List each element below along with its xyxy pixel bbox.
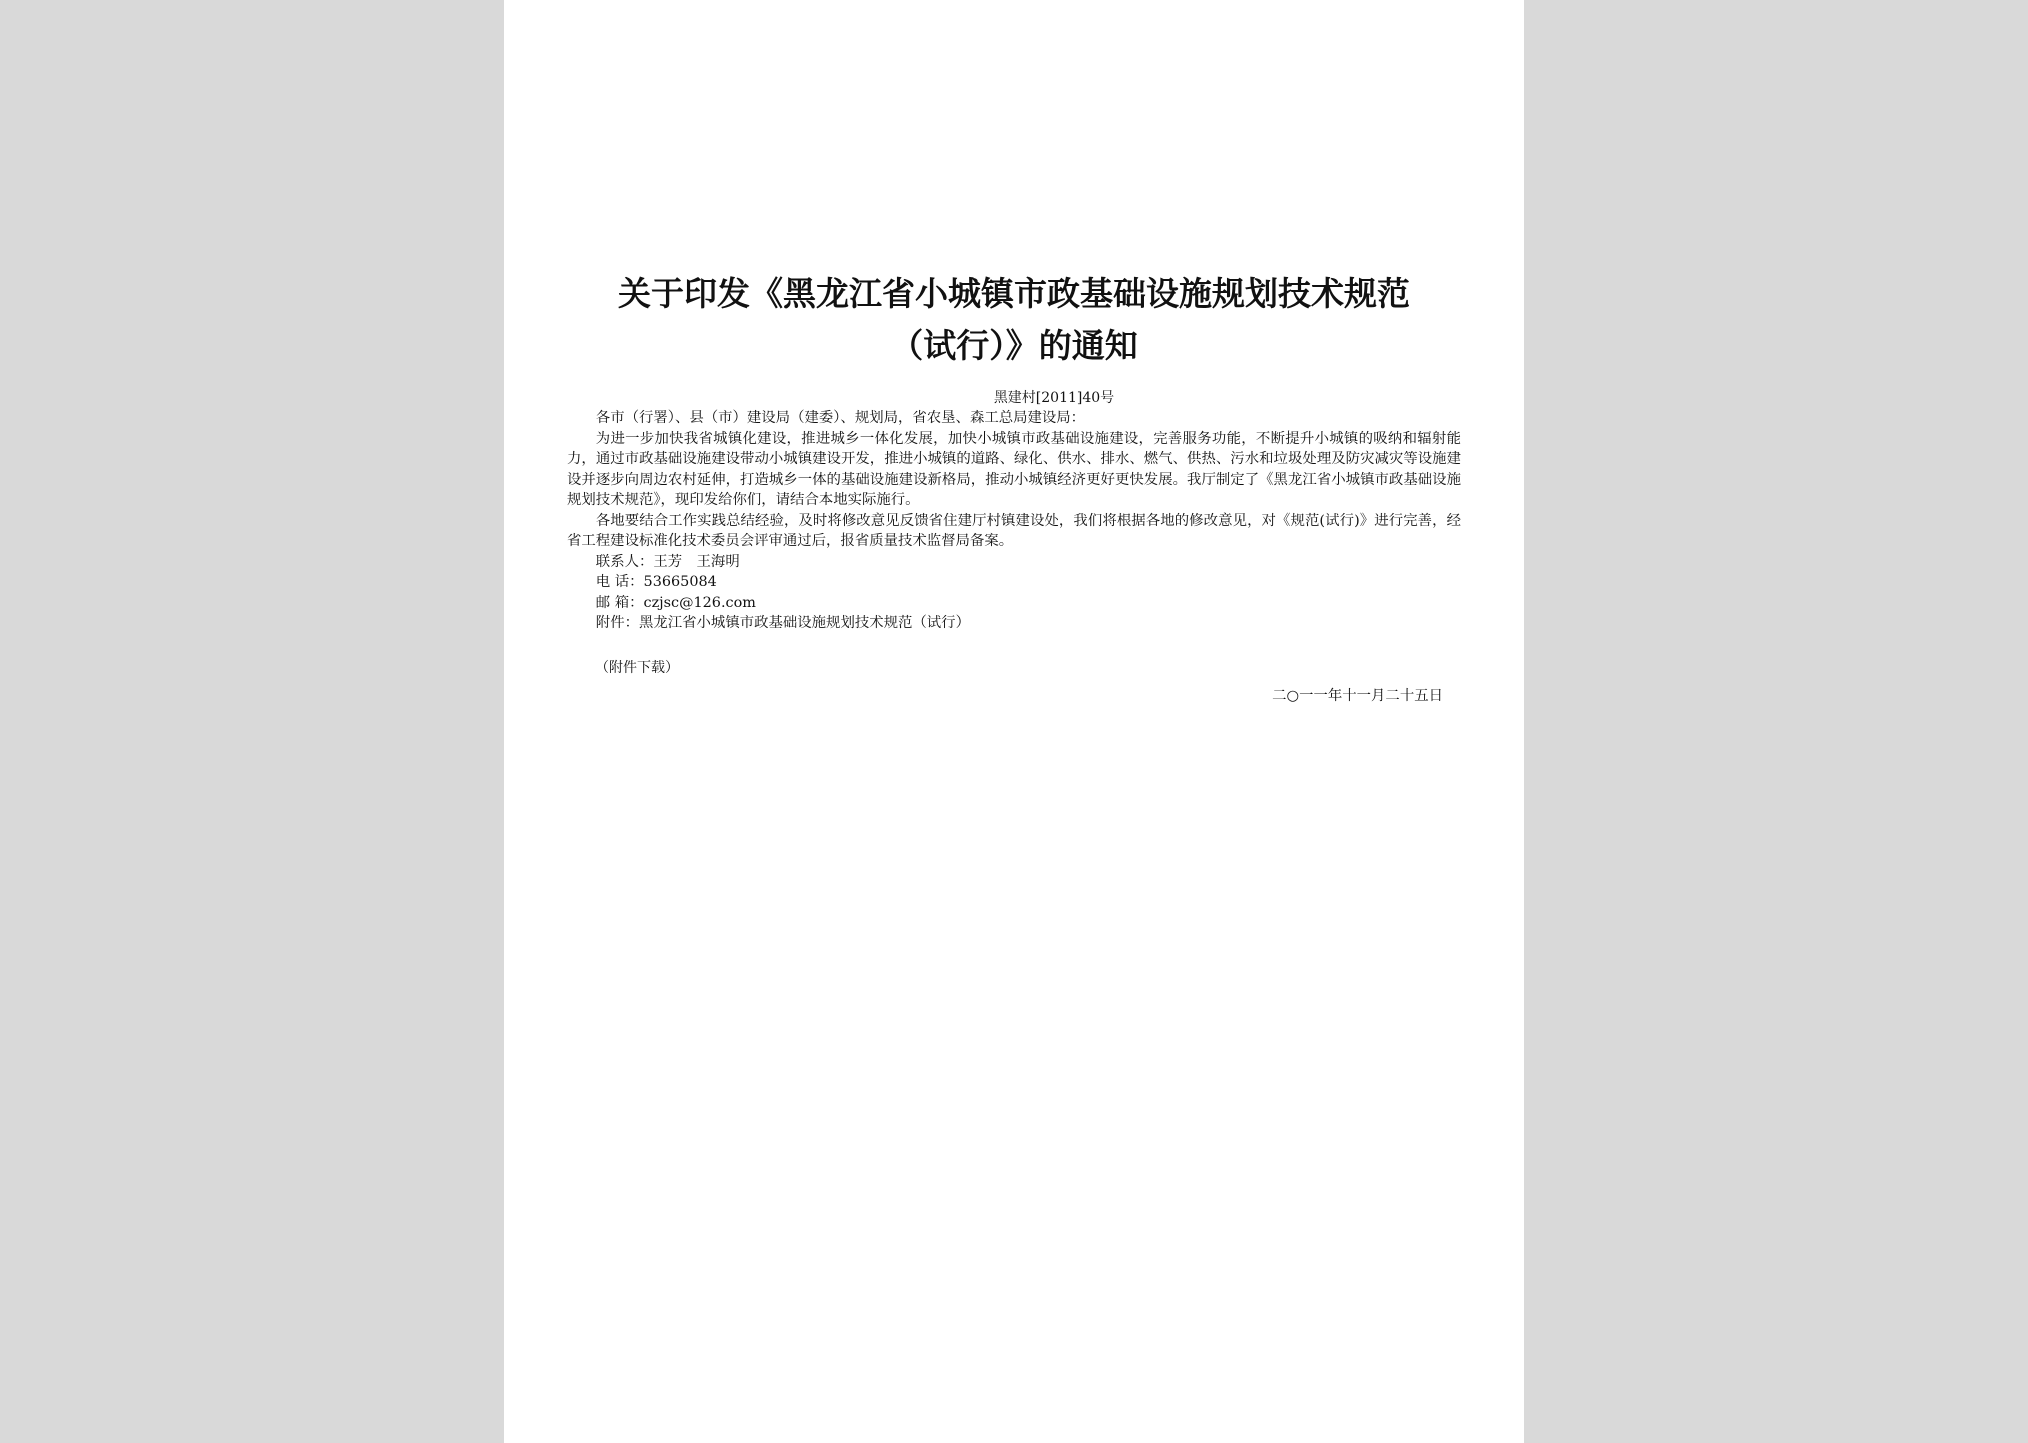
document-content xyxy=(567,268,1461,706)
document-body xyxy=(567,408,1461,634)
paragraph-1: 为进一步加快我省城镇化建设，推进城乡一体化发展，加快小城镇市政基础设施建设，完善服务功能，不断提升小城镇的吸纳和辐射能力，通过市政基础设施建设带动小城镇建设开发，推进小城镇的道路、绿化、供水、排水、燃气、供热、污水和垃圾处理及防灾减灾等设施建设并逐步向周边农村延伸，打造城乡一体的基础设施建设新格局，推动小城镇经济更好更快发展。我厅制定了《黑龙江省小城镇市政基础设施规划技术规范》，现印发给你们，请结合本地实际施行。 xyxy=(567,430,1461,508)
phone-line: 电 话：53665084 xyxy=(595,574,717,590)
title-line-1: 关于印发《黑龙江省小城镇市政基础设施规划技术规范 xyxy=(618,274,1410,313)
attachment-download-link[interactable]: （附件下载） xyxy=(595,659,679,676)
document-title xyxy=(567,268,1461,372)
contact-line: 联系人：王芳 王海明 xyxy=(595,553,740,570)
attachment-line: 附件：黑龙江省小城镇市政基础设施规划技术规范（试行） xyxy=(595,615,970,631)
email-line: 邮 箱：czjsc@126.com xyxy=(595,594,756,611)
document-page xyxy=(504,0,1524,1443)
document-number: 黑建村[2011]40号 xyxy=(993,390,1115,406)
paragraph-2: 各地要结合工作实践总结经验，及时将修改意见反馈省住建厅村镇建设处，我们将根据各地的修改意见，对《规范(试行)》进行完善，经省工程建设标准化技术委员会评审通过后，报省质量技术监督局备案。 xyxy=(567,512,1461,549)
addressee: 各市（行署）、县（市）建设局（建委）、规划局，省农垦、森工总局建设局： xyxy=(595,410,1086,426)
document-date: 二○一一年十一月二十五日 xyxy=(1272,687,1443,704)
title-line-2: （试行）》的通知 xyxy=(890,326,1138,365)
